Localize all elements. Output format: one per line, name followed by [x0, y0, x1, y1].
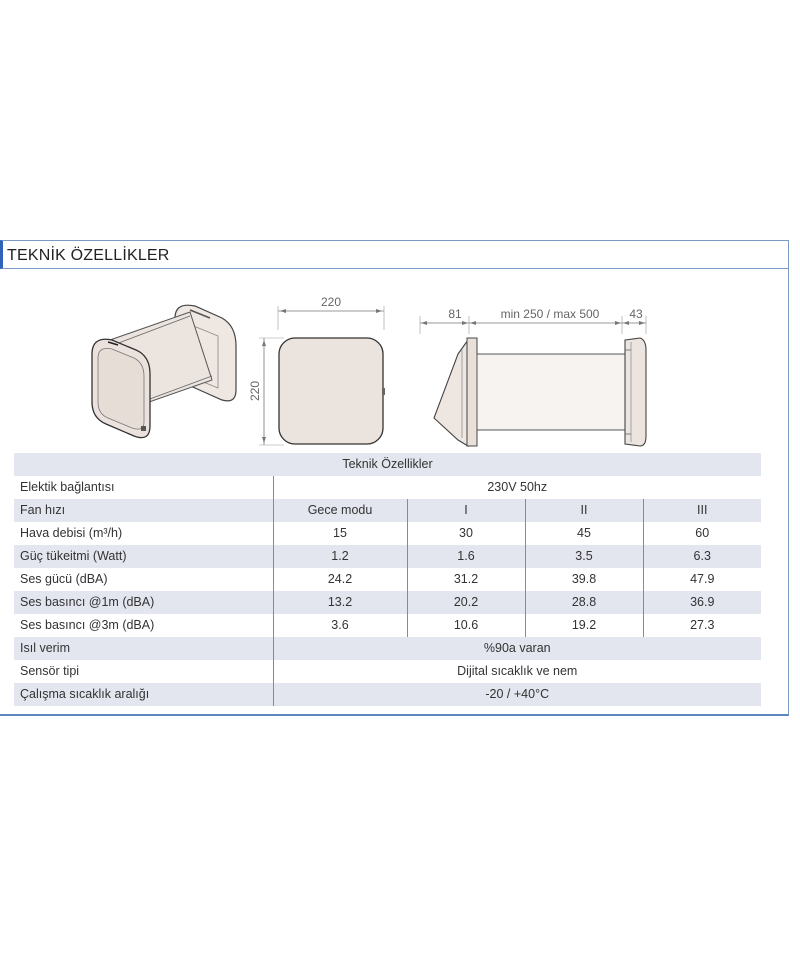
front-width-dim: 220 [320, 295, 342, 309]
cell: 20.2 [407, 591, 525, 614]
cell: 24.2 [273, 568, 407, 591]
cell: III [643, 499, 761, 522]
table-row [14, 614, 761, 637]
cell: 45 [525, 522, 643, 545]
cell: 3.6 [273, 614, 407, 637]
cell: 28.8 [525, 591, 643, 614]
table-row [14, 476, 761, 499]
table-row [14, 499, 761, 522]
product-drawings [0, 270, 788, 456]
row-label: Çalışma sıcaklık aralığı [14, 683, 273, 706]
cell: 39.8 [525, 568, 643, 591]
cell: 10.6 [407, 614, 525, 637]
table-row [14, 591, 761, 614]
cell: 36.9 [643, 591, 761, 614]
table-title-row [14, 453, 761, 476]
table-row [14, 683, 761, 706]
cell: 6.3 [643, 545, 761, 568]
side-view-drawing [420, 307, 646, 446]
technical-specs-panel [0, 240, 789, 716]
row-label: Ses basıncı @1m (dBA) [14, 591, 273, 614]
table-row [14, 637, 761, 660]
cell: 3.5 [525, 545, 643, 568]
cell: 47.9 [690, 572, 715, 586]
cell: Gece modu [273, 499, 407, 522]
row-label: Hava debisi (m³/h) [14, 522, 273, 545]
row-value: -20 / +40°C [273, 683, 761, 706]
table-row [14, 545, 761, 568]
cell: 30 [407, 522, 525, 545]
table-row [14, 522, 761, 545]
cell: II [525, 499, 643, 522]
row-label: Fan hızı [14, 499, 273, 522]
cell: 13.2 [273, 591, 407, 614]
row-value: %90a varan [273, 637, 761, 660]
row-value: Dijital sıcaklık ve nem [457, 664, 578, 678]
front-height-dim: 220 [248, 380, 262, 402]
row-label: Elektik bağlantısı [14, 476, 273, 499]
front-view-drawing [248, 295, 385, 445]
cell: 60 [695, 526, 710, 540]
row-label: Ses gücü (dBA) [14, 568, 273, 591]
row-label: Sensör tipi [14, 660, 273, 683]
side-left-dim: 81 [448, 307, 462, 321]
cell: 31.2 [407, 568, 525, 591]
table-title: Teknik Özellikler [14, 453, 761, 476]
cell: 27.3 [690, 618, 715, 632]
cell: 1.2 [273, 545, 407, 568]
table-row [14, 568, 761, 591]
product-isometric-image [92, 305, 236, 437]
section-header [0, 240, 788, 269]
cell: I [407, 499, 525, 522]
row-value: 230V 50hz [487, 480, 548, 494]
cell: 19.2 [525, 614, 643, 637]
row-label: Ses basıncı @3m (dBA) [14, 614, 273, 637]
cell: 1.6 [407, 545, 525, 568]
side-right-dim: 43 [629, 307, 643, 321]
row-label: Isıl verim [14, 637, 273, 660]
cell: 15 [273, 522, 407, 545]
side-middle-dim: min 250 / max 500 [500, 307, 600, 321]
row-label: Güç tükeitmi (Watt) [14, 545, 273, 568]
spec-table [14, 453, 761, 706]
section-title: TEKNİK ÖZELLİKLER [7, 247, 170, 264]
table-row [14, 660, 761, 683]
